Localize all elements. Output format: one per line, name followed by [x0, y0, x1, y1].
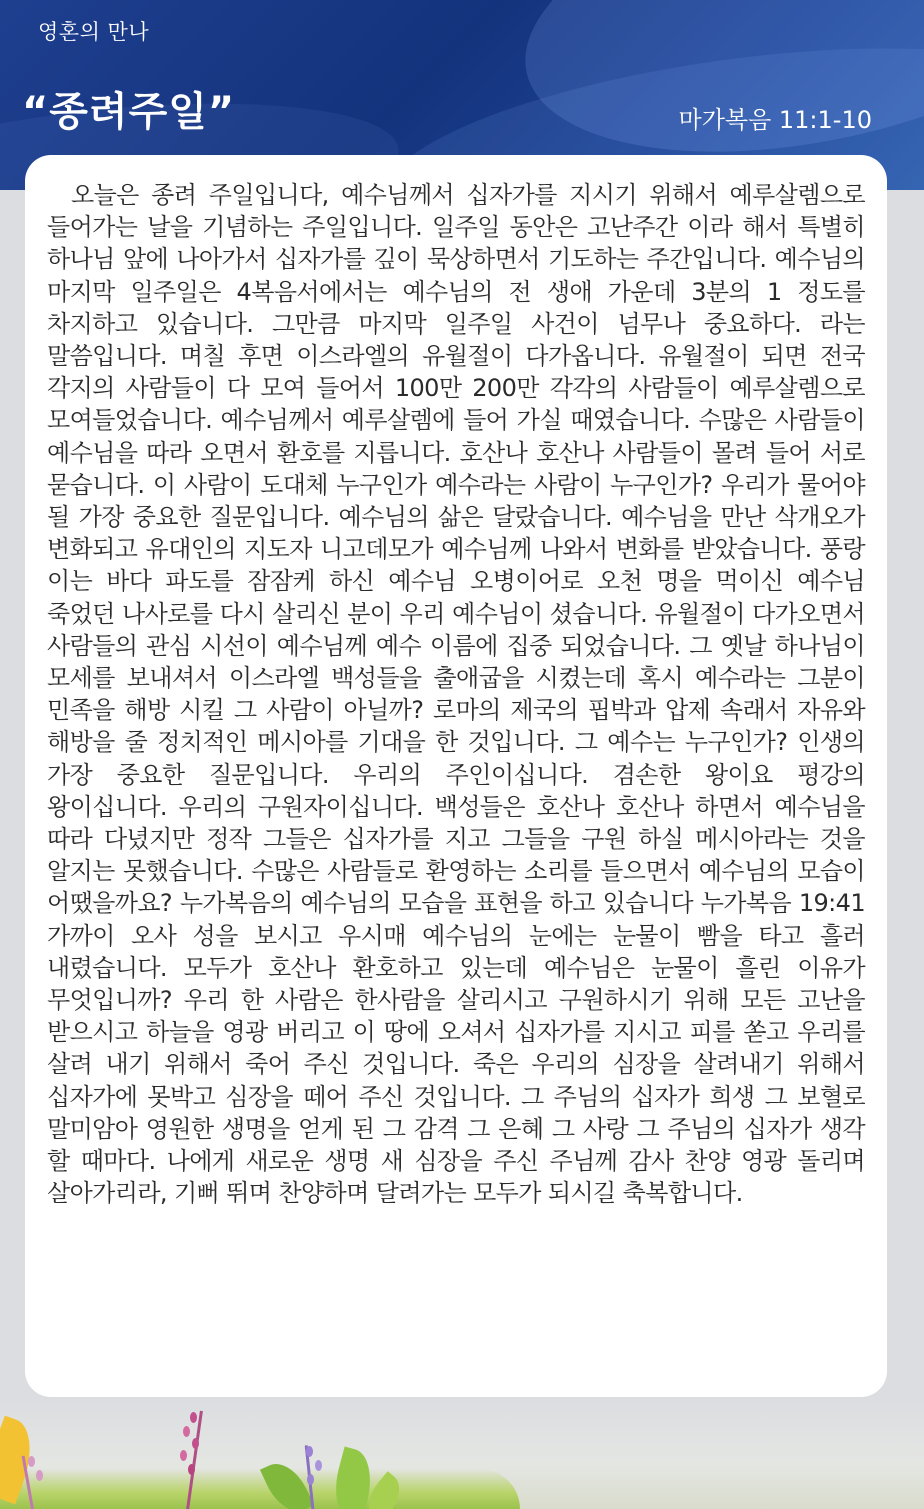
section-label: 영혼의 만나 — [38, 20, 150, 44]
flower-bud — [307, 1474, 314, 1485]
flower-bud — [306, 1446, 313, 1457]
flower-bud — [188, 1464, 195, 1475]
flower-bud — [36, 1470, 43, 1481]
scripture-reference: 마가복음 11:1-10 — [678, 106, 872, 134]
flower-bud — [192, 1438, 199, 1449]
sermon-body-text: 오늘은 종려 주일입니다, 예수님께서 십자가를 지시기 위해서 예루살렘으로 들어가는 날을 기념하는 주일입니다. 일주일 동안은 고난주간 이라 해서 특별히 하나님 앞에 나아가서 십자가를 깊이 묵상하면서 기도하는 주간입니다. 예수님의 마지막 일주일은 4복음서에서는 예수님의 전 생애 가운데 3분의 1 정도를 차지하고 있습니다. 그만큼 마지막 일주일 사건이 넘무나 중요하다. 라는 말씀입니다. 며칠 후면 이스라엘의 유월절이 다가옵니다. 유월절이 되면 전국 각지의 사람들이 다 모여 들어서 100만 200만 각각의 사람들이 예루살렘으로 모여들었습니다. 예수님께서 예루살렘에 들어 가실 때였습니다. 수많은 사람들이 예수님을 따라 오면서 환호를 지릅니다. 호산나 호산나 사람들이 몰려 들어 서로 묻습니다. 이 사람이 도대체 누구인가 예수라는 사람이 누구인가? 우리가 물어야 될 가장 중요한 질문입니다. 예수님의 삶은 달랐습니다. 예수님을 만난 삭개오가 변화되고 유대인의 지도자 니고데모가 예수님께 나와서 변화를 받았습니다. 풍랑 이는 바다 파도를 잠잠케 하신 예수님 오병이어로 오천 명을 먹이신 예수님 죽었던 나사로를 다시 살리신 분이 우리 예수님이 셨습니다. 유월절이 다가오면서 사람들의 관심 시선이 예수님께 예수 이름에 집중 되었습니다. 그 옛날 하나님이 모세를 보내셔서 이스라엘 백성들을 출애굽을 시켰는데 혹시 예수라는 그분이 민족을 해방 시킬 그 사람이 아닐까? 로마의 제국의 핍박과 압제 속래서 자유와 해방을 줄 정치적인 메시아를 기대을 한 것입니다. 그 예수는 누구인가? 인생의 가장 중요한 질문입니다. 우리의 주인이십니다. 겸손한 왕이요 평강의 왕이십니다. 우리의 구원자이십니다. 백성들은 호산나 호산나 하면서 예수님을 따라 다녔지만 정작 그들은 십자가를 지고 그들을 구원 하실 메시아라는 것을 알지는 못했습니다. 수많은 사람들로 환영하는 소리를 들으면서 예수님의 모습이 어땠을까요? 누가복음의 예수님의 모습을 표현을 하고 있습니다 누가복음 19:41 가까이 오사 성을 보시고 우시매 예수님의 눈에는 눈물이 빰을 타고 흘러 내렸습니다. 모두가 호산나 환호하고 있는데 예수님은 눈물이 흘린 이유가 무엇입니까? 우리 한 사람은 한사람을 살리시고 구원하시기 위해 모든 고난을 받으시고 하늘을 영광 버리고 이 땅에 오셔서 십자가를 지시고 피를 쏟고 우리를 살려 내기 위해서 죽어 주신 것입니다. 죽은 우리의 심장을 살려내기 위해서 십자가에 못박고 심장을 떼어 주신 것입니다. 그 주님의 십자가 희생 그 보혈로 말미암아 영원한 생명을 얻게 된 그 감격 그 은혜 그 사랑 그 주님의 십자가 생각 할 때마다. 나에게 새로운 생명 새 심장을 주신 주님께 감사 찬양 영광 돌리며 살아가리라, 기뻐 뛰며 찬양하며 달려가는 모두가 되시길 축복합니다. — [47, 181, 865, 1208]
sermon-title: “종려주일” — [22, 89, 236, 135]
sermon-card — [25, 155, 887, 1397]
flower-bud — [190, 1412, 197, 1423]
flower-bud — [315, 1460, 322, 1471]
flower-bud — [28, 1456, 35, 1467]
footer-flower-decoration — [0, 1400, 924, 1509]
flower-bud — [180, 1450, 187, 1461]
grass-decoration — [0, 1469, 520, 1509]
flower-bud — [183, 1426, 190, 1437]
